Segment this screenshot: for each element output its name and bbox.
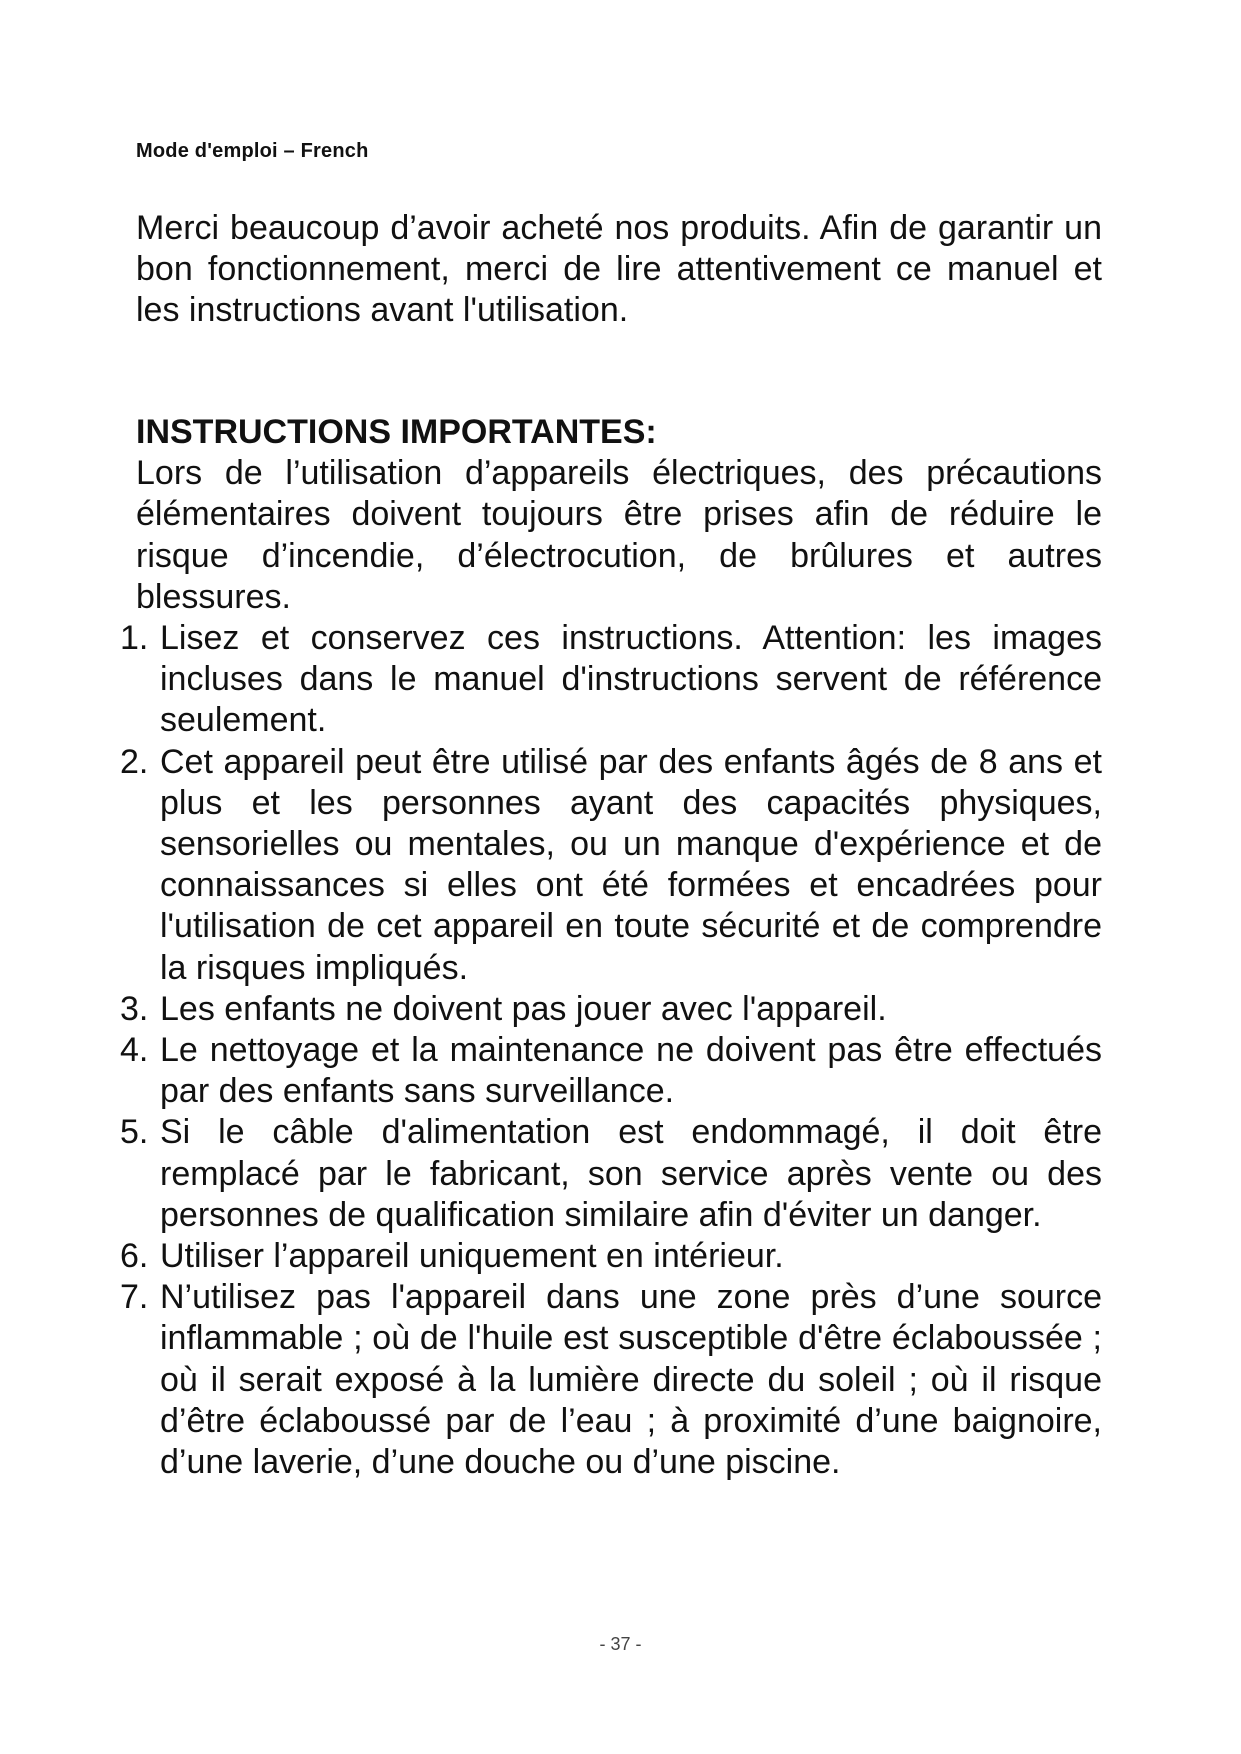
list-item	[120, 989, 1102, 1030]
list-item	[120, 1030, 1102, 1112]
list-item-number: 7.	[120, 1278, 149, 1317]
list-item-number: 5.	[120, 1113, 149, 1152]
list-item	[120, 742, 1102, 989]
list-item-text: Lisez et conservez ces instructions. Attention: les images incluses dans le manuel d'instructions servent de référence seulement.	[160, 619, 1102, 740]
list-item-number: 6.	[120, 1237, 149, 1276]
list-item-number: 3.	[120, 989, 149, 1028]
list-item-text: Le nettoyage et la maintenance ne doivent pas être effectués par des enfants sans surveillance.	[160, 1031, 1102, 1111]
page-header: Mode d'emploi – French	[136, 140, 369, 162]
section-paragraph: Lors de l’utilisation d’appareils électriques, des précautions élémentaires doivent toujours être prises afin de réduire le risque d’incendie, d’électrocution, de brûlures et autres blessures.	[136, 454, 1102, 616]
list-item	[120, 618, 1102, 742]
list-item-text: Utiliser l’appareil uniquement en intérieur.	[160, 1237, 784, 1276]
list-item-text: Si le câble d'alimentation est endommagé, il doit être remplacé par le fabricant, son service après vente ou des personnes de qualification similaire afin d'éviter un danger.	[160, 1113, 1102, 1234]
list-item-number: 1.	[120, 619, 149, 658]
instruction-list	[120, 618, 1102, 1483]
instructions-section	[120, 412, 1102, 1483]
list-item	[120, 1277, 1102, 1483]
list-item	[120, 1112, 1102, 1236]
intro-paragraph: Merci beaucoup d’avoir acheté nos produits. Afin de garantir un bon fonctionnement, merci de lire attentivement ce manuel et les instructions avant l'utilisation.	[136, 209, 1102, 330]
list-item-text: N’utilisez pas l'appareil dans une zone près d’une source inflammable ; où de l'huile est susceptible d'être éclaboussée ; où il serait exposé à la lumière directe du soleil ; où il risque d’être éclaboussé par de l’eau ; à proximité d’une baignoire, d’une laverie, d’une douche ou d’une piscine.	[160, 1278, 1102, 1482]
list-item	[120, 1236, 1102, 1277]
list-item-text: Cet appareil peut être utilisé par des enfants âgés de 8 ans et plus et les personnes ayant des capacités physiques, sensorielles ou mentales, ou un manque d'expérience et de connaissances si elles ont été formées et encadrées pour l'utilisation de cet appareil en toute sécurité et de comprendre la risques impliqués.	[160, 742, 1102, 987]
list-item-number: 2.	[120, 742, 149, 781]
list-item-number: 4.	[120, 1031, 149, 1070]
list-item-text: Les enfants ne doivent pas jouer avec l'appareil.	[160, 989, 887, 1028]
page-number: - 37 -	[599, 1634, 642, 1654]
section-title: INSTRUCTIONS IMPORTANTES:	[136, 413, 657, 451]
